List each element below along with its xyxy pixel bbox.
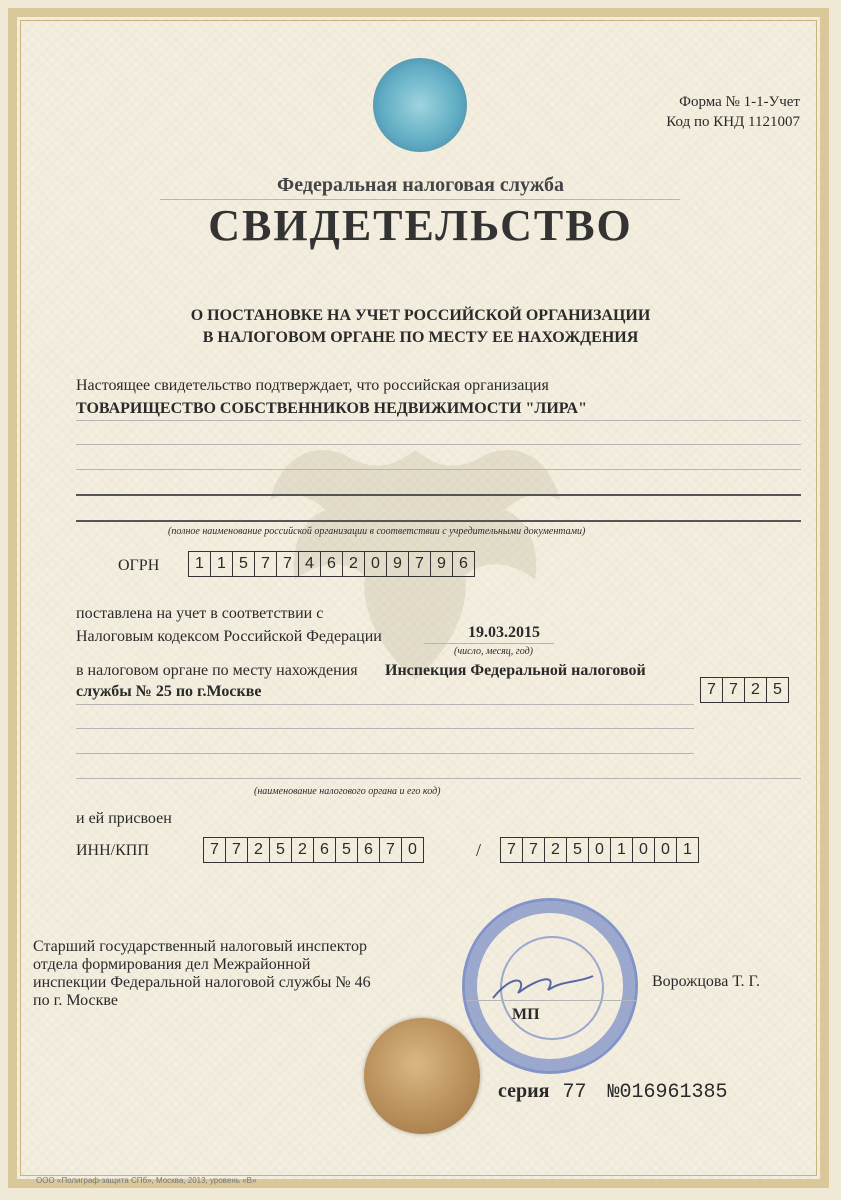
inn-digit: 7 <box>380 838 402 862</box>
kpp-digit: 0 <box>655 838 677 862</box>
signatory-name: Ворожцова Т. Г. <box>652 973 760 990</box>
kpp-digit: 7 <box>523 838 545 862</box>
field-line <box>76 469 801 470</box>
field-line <box>76 520 801 522</box>
inn-digit: 7 <box>226 838 248 862</box>
inn-digit: 0 <box>408 841 417 858</box>
authority-name-part-2: службы № 25 по г.Москве <box>76 683 262 700</box>
ogrn-cells <box>188 551 475 577</box>
ogrn-digit: 5 <box>233 552 255 576</box>
ogrn-digit: 4 <box>299 552 321 576</box>
gold-seal <box>364 1018 480 1134</box>
authority-code-digit: 5 <box>773 681 782 698</box>
registration-line-1: поставлена на учет в соответствии с <box>76 605 324 622</box>
form-number: Форма № 1-1-Учет <box>679 94 800 110</box>
document-title: СВИДЕТЕЛЬСТВО <box>208 201 633 250</box>
ogrn-digit: 6 <box>321 552 343 576</box>
signatory-block <box>33 938 371 1010</box>
ogrn-digit: 9 <box>431 552 453 576</box>
series-block <box>498 1080 728 1104</box>
registration-line-2: Налоговым кодексом Российской Федерации <box>76 628 382 645</box>
subtitle-line-1: О ПОСТАНОВКЕ НА УЧЕТ РОССИЙСКОЙ ОРГАНИЗАЦИИ <box>190 307 651 324</box>
inn-digit: 5 <box>336 838 358 862</box>
ogrn-digit: 2 <box>343 552 365 576</box>
kpp-digit: 0 <box>589 838 611 862</box>
registration-line-3: в налоговом органе по месту нахождения <box>76 662 358 679</box>
series-code: 77 <box>562 1081 587 1104</box>
organization-caption: (полное наименование российской организации в соответствии с учредительными документами) <box>168 526 586 537</box>
ogrn-label: ОГРН <box>118 557 160 574</box>
kpp-digit: 2 <box>545 838 567 862</box>
authority-code-cells <box>700 677 789 703</box>
inn-cells <box>203 837 424 863</box>
inn-kpp-separator: / <box>476 840 482 860</box>
authority-code-digit: 7 <box>723 678 745 702</box>
field-line <box>76 444 801 445</box>
ogrn-digit: 7 <box>409 552 431 576</box>
ogrn-digit: 7 <box>255 552 277 576</box>
ogrn-digit: 1 <box>189 552 211 576</box>
document-subtitle <box>0 305 841 349</box>
assigned-label: и ей присвоен <box>76 810 172 827</box>
ogrn-digit: 1 <box>211 552 233 576</box>
signatory-line-1: Старший государственный налоговый инспектор <box>33 938 368 955</box>
inn-digit: 5 <box>270 838 292 862</box>
signatory-line-4: по г. Москве <box>33 992 118 1009</box>
ogrn-digit: 9 <box>387 552 409 576</box>
intro-text: Настоящее свидетельство подтверждает, что российская организация <box>76 377 549 394</box>
authority-caption: (наименование налогового органа и его код) <box>254 786 441 797</box>
field-line <box>76 494 801 496</box>
organization-name: ТОВАРИЩЕСТВО СОБСТВЕННИКОВ НЕДВИЖИМОСТИ "ЛИРА" <box>76 400 587 417</box>
kpp-digit: 7 <box>501 838 523 862</box>
kpp-digit: 1 <box>683 841 692 858</box>
inn-digit: 6 <box>358 838 380 862</box>
signatory-line-3: инспекции Федеральной налоговой службы № 46 <box>33 974 371 991</box>
inn-digit: 2 <box>248 838 270 862</box>
authority-code-digit: 2 <box>745 678 767 702</box>
knd-code: Код по КНД 1121007 <box>666 114 800 130</box>
signature-icon <box>488 968 598 1004</box>
kpp-digit: 5 <box>567 838 589 862</box>
field-line <box>76 704 694 705</box>
signatory-line-2: отдела формирования дел Межрайонной <box>33 956 311 973</box>
inn-digit: 2 <box>292 838 314 862</box>
registration-date: 19.03.2015 <box>468 624 540 641</box>
subtitle-line-2: В НАЛОГОВОМ ОРГАНЕ ПО МЕСТУ ЕЕ НАХОЖДЕНИЯ <box>202 329 639 346</box>
ogrn-digit: 0 <box>365 552 387 576</box>
printer-footer: ООО «Полиграф-защита СПб», Москва, 2013, уровень «В» <box>36 1176 257 1185</box>
date-caption: (число, месяц, год) <box>454 646 533 657</box>
inn-digit: 6 <box>314 838 336 862</box>
field-line <box>76 420 801 421</box>
form-number-block <box>620 92 800 132</box>
authority-name-part-1: Инспекция Федеральной налоговой <box>385 662 646 679</box>
mp-label: МП <box>512 1006 540 1023</box>
field-line <box>424 643 554 644</box>
field-line <box>76 728 694 729</box>
series-number: №016961385 <box>607 1081 728 1104</box>
field-line <box>76 778 801 779</box>
ogrn-digit: 6 <box>459 555 468 572</box>
hologram-emblem <box>373 58 467 152</box>
kpp-digit: 0 <box>633 838 655 862</box>
ogrn-digit: 7 <box>277 552 299 576</box>
authority-code-digit: 7 <box>701 678 723 702</box>
kpp-cells <box>500 837 699 863</box>
kpp-digit: 1 <box>611 838 633 862</box>
service-name: Федеральная налоговая служба <box>277 174 564 196</box>
inn-digit: 7 <box>204 838 226 862</box>
field-line <box>76 753 694 754</box>
series-label: серия <box>498 1080 550 1102</box>
innkpp-label: ИНН/КПП <box>76 842 149 859</box>
